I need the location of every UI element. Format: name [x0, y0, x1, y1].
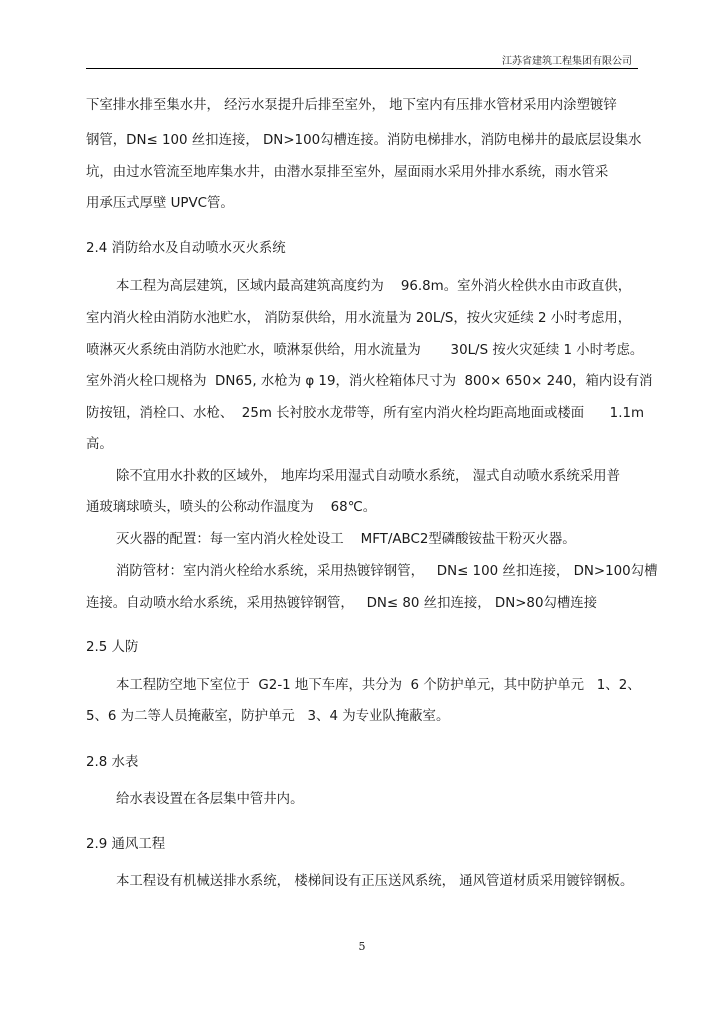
paragraph-line: 本工程防空地下室位于 G2-1 地下车库，共分为 6 个防护单元，其中防护单元 1、2、	[116, 678, 641, 693]
paragraph-line: 防按钮，消栓口、水枪、 25m 长衬胶水龙带等，所有室内消火栓均距高地面或楼面 1.1m	[86, 406, 645, 421]
paragraph-line: 给水表设置在各层集中管井内。	[116, 792, 304, 807]
paragraph-line: 坑，由过水管流至地库集水井，由潜水泵排至室外，屋面雨水采用外排水系统，雨水管采	[86, 165, 609, 180]
paragraph-line: 连接。自动喷水给水系统，采用热镀锌钢管， DN≤ 80 丝扣连接， DN>80勾槽连接	[86, 596, 598, 611]
paragraph-line: 本工程为高层建筑，区域内最高建筑高度约为 96.8m。室外消火栓供水由市政直供，	[116, 279, 632, 294]
header-company: 江苏省建筑工程集团有限公司	[502, 56, 632, 67]
paragraph-line: 下室排水排至集水井， 经污水泵提升后排至室外， 地下室内有压排水管材采用内涂塑镀锌	[86, 98, 617, 113]
paragraph-line: 喷淋灭火系统由消防水池贮水，喷淋泵供给，用水流量为 30L/S 按火灾延续 1 小时考虑。	[86, 343, 644, 358]
paragraph-line: 5、6 为二等人员掩蔽室，防护单元 3、4 为专业队掩蔽室。	[86, 709, 450, 724]
header-divider	[86, 68, 638, 69]
section-heading: 2.5 人防	[86, 640, 139, 655]
paragraph-line: 钢管，DN≤ 100 丝扣连接， DN>100勾槽连接。消防电梯排水，消防电梯井的最底层设集水	[86, 133, 642, 148]
section-heading: 2.8 水表	[86, 755, 139, 770]
section-heading: 2.4 消防给水及自动喷水灭火系统	[86, 241, 286, 256]
paragraph-line: 灭火器的配置：每一室内消火栓处设工 MFT/ABC2型磷酸铵盐干粉灭火器。	[116, 532, 576, 547]
paragraph-line: 室内消火栓由消防水池贮水， 消防泵供给，用水流量为 20L/S，按火灾延续 2 小时考虑用，	[86, 311, 632, 326]
paragraph-line: 本工程设有机械送排水系统， 楼梯间设有正压送风系统， 通风管道材质采用镀锌钢板。	[116, 874, 634, 889]
paragraph-line: 除不宜用水扑救的区域外， 地库均采用湿式自动喷水系统， 湿式自动喷水系统采用普	[116, 469, 620, 484]
paragraph-line: 高。	[86, 437, 113, 452]
paragraph-line: 室外消火栓口规格为 DN65, 水枪为 φ 19，消火栓箱体尺寸为 800× 650× 240，箱内设有消	[86, 374, 653, 389]
page-number: 5	[358, 940, 366, 953]
paragraph-line: 用承压式厚壁 UPVC管。	[86, 196, 234, 211]
paragraph-line: 通玻璃球喷头，喷头的公称动作温度为 68℃。	[86, 500, 377, 515]
paragraph-line: 消防管材：室内消火栓给水系统，采用热镀锌钢管， DN≤ 100 丝扣连接， DN>100勾槽	[116, 564, 658, 579]
section-heading: 2.9 通风工程	[86, 837, 166, 852]
